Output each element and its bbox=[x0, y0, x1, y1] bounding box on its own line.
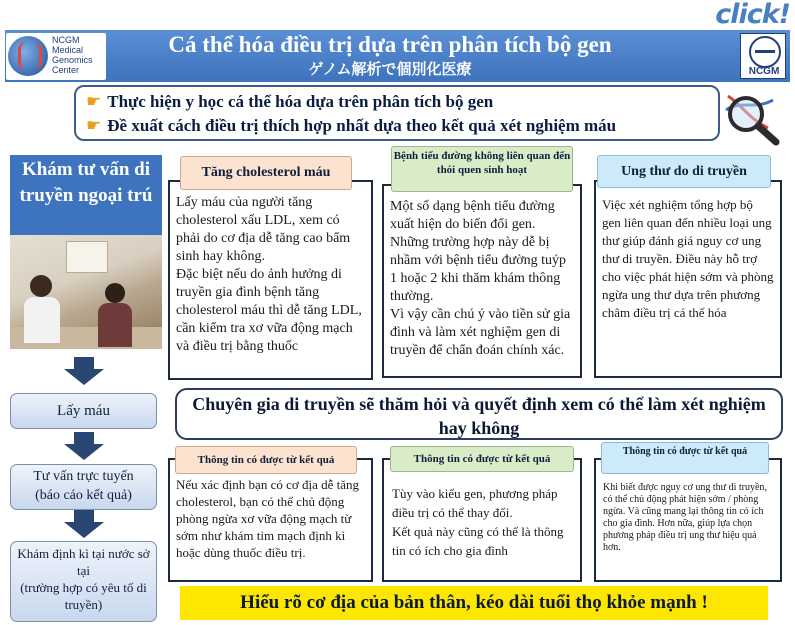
column-diabetes-title: Bệnh tiểu đường không liên quan đến thói quen sinh hoạt bbox=[391, 146, 573, 192]
down-arrow-icon bbox=[64, 357, 104, 385]
column-cancer-body: Việc xét nghiệm tổng hợp bộ gen liên quan đến nhiều loại ung thư giúp đánh giá nguy cơ ung thư di truyền. Điều này hỗ trợ cho việc phát hiện sớm và phòng ngừa ung thư dựa trên phương châm điều trị cá thể hóa bbox=[594, 180, 782, 378]
consultation-photo bbox=[10, 235, 162, 349]
ncgm-logo bbox=[740, 33, 786, 79]
genetic-counseling-clinic-label: Khám tư vấn di truyền ngoại trú bbox=[10, 155, 162, 235]
result-diabetes-title: Thông tin có được từ kết quả bbox=[390, 446, 574, 472]
globe-emblem-icon bbox=[749, 36, 781, 68]
logo-line: Medical bbox=[52, 45, 84, 55]
hand-pointing-icon: ☛ bbox=[86, 116, 102, 136]
result-cancer-title: Thông tin có được từ kết quả bbox=[601, 442, 769, 474]
key-point: ☛ Thực hiện y học cá thể hóa dựa trên phân tích bộ gen bbox=[86, 92, 494, 112]
column-cholesterol-body: Lấy máu của người tăng cholesterol xấu LDL, xem có phải do cơ địa dễ tăng cao bẩm sinh hay không. Đặc biệt nếu do ảnh hưởng di truyền gia đình bệnh tăng cholesterol máu thì dễ tăng LDL, cần kiểm tra xơ vữa động mạch và điều trị bằng thuốc bbox=[168, 180, 373, 380]
page-subtitle-japanese: ゲノム解析で個別化医療 bbox=[308, 60, 472, 78]
result-cholesterol-title: Thông tin có được từ kết quả bbox=[175, 446, 357, 474]
logo-line: NCGM bbox=[52, 35, 80, 45]
logo-line: Center bbox=[52, 65, 80, 75]
result-cholesterol-body: Nếu xác định bạn có cơ địa dễ tăng cholesterol, bạn có thể chủ động phòng ngừa xơ vữa động mạch từ sớm như khám tim mạch định kì hoặc dùng thuốc điều trị. bbox=[168, 458, 373, 582]
ncgm-mgc-logo bbox=[6, 33, 106, 80]
column-diabetes-body: Một số dạng bệnh tiểu đường xuất hiện do biến đổi gen. Những trường hợp này dễ bị nhầm với bệnh tiểu đường tuýp 1 hoặc 2 khi thăm khám thông thường. Vì vậy cần chú ý vào tiền sử gia đình và làm xét nghiệm gen di truyền để chẩn đoán chính xác. bbox=[382, 184, 582, 378]
hand-pointing-icon: ☛ bbox=[86, 92, 102, 112]
key-points-box bbox=[74, 85, 720, 141]
logo-line: Genomics bbox=[52, 55, 93, 65]
result-diabetes-body: Tùy vào kiểu gen, phương pháp điều trị có thể thay đổi. Kết quả này cũng có thể là thông tin có ích cho gia đình bbox=[382, 458, 582, 582]
flow-step-periodic-checkup: Khám định kì tại nước sở tại (trường hợp có yêu tố di truyền) bbox=[10, 541, 157, 622]
flow-step-online-consultation: Tư vấn trực tuyến (báo cáo kết quả) bbox=[10, 464, 157, 510]
result-cancer-body: Khi biết được nguy cơ ung thư di truyền, có thể chủ động phát hiện sớm / phòng ngừa. Và cũng mang lại thông tin có ích cho gia đình. Hơn nữa, giúp lựa chọn phương pháp điều trị ung thư hiệu quả hơn. bbox=[594, 458, 782, 582]
bottom-slogan-banner: Hiểu rõ cơ địa của bản thân, kéo dài tuổi thọ khỏe mạnh ! bbox=[180, 586, 768, 620]
click-logo: click! bbox=[715, 0, 790, 30]
down-arrow-icon bbox=[64, 510, 104, 538]
flow-step-blood-draw: Lấy máu bbox=[10, 393, 157, 429]
key-point: ☛ Đề xuất cách điều trị thích hợp nhất dựa theo kết quả xét nghiệm máu bbox=[86, 116, 617, 136]
dna-emblem-icon bbox=[8, 36, 48, 76]
expert-decision-banner: Chuyên gia di truyền sẽ thăm hỏi và quyết định xem có thể làm xét nghiệm hay không bbox=[175, 388, 783, 440]
magnifier-dna-icon bbox=[718, 88, 788, 148]
ncgm-logo-text: NCGM bbox=[748, 66, 780, 77]
down-arrow-icon bbox=[64, 432, 104, 460]
page-title: Cá thể hóa điều trị dựa trên phân tích bộ gen bbox=[168, 32, 612, 57]
column-cholesterol-title: Tăng cholesterol máu bbox=[180, 156, 352, 190]
column-cancer-title: Ung thư do di truyền bbox=[597, 155, 771, 188]
